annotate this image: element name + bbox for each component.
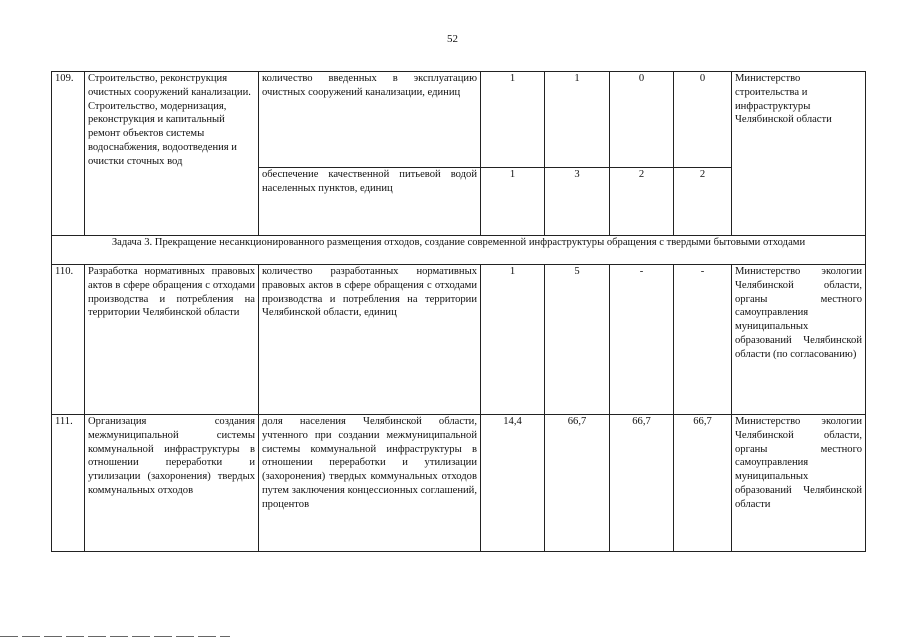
value-cell: -: [610, 265, 674, 415]
value-cell: 5: [545, 265, 610, 415]
value-cell: 1: [481, 72, 545, 168]
row-number: 110.: [52, 265, 85, 415]
value-cell: 2: [610, 168, 674, 236]
value-cell: 1: [545, 72, 610, 168]
row-number: 111.: [52, 415, 85, 552]
indicator-cell: обеспечение качественной питьевой водой населенных пунктов, единиц: [259, 168, 481, 236]
value-cell: 2: [674, 168, 732, 236]
indicator-cell: количество разработанных нормативных правовых актов в сфере обращения с отходами производства и потребления на территории Челябинской области, единиц: [259, 265, 481, 415]
table-row: [52, 72, 866, 168]
task-heading: Задача 3. Прекращение несанкционированного размещения отходов, создание современной инфраструктуры обращения с твердыми бытовыми отходами: [52, 236, 866, 265]
value-cell: -: [674, 265, 732, 415]
activity-cell: Организация создания межмуниципальной системы коммунальной инфраструктуры в отношении переработки и утилизации (захоронения) твердых коммунальных отходов: [85, 415, 259, 552]
responsible-cell: Министерство строительства и инфраструктуры Челябинской области: [732, 72, 866, 236]
value-cell: 66,7: [610, 415, 674, 552]
value-cell: 0: [610, 72, 674, 168]
task-row: [52, 236, 866, 265]
value-cell: 66,7: [674, 415, 732, 552]
page-footer-rule: [0, 636, 230, 637]
activity-cell: Разработка нормативных правовых актов в сфере обращения с отходами производства и потребления на территории Челябинской области: [85, 265, 259, 415]
indicator-cell: количество введенных в эксплуатацию очистных сооружений канализации, единиц: [259, 72, 481, 168]
program-table: [51, 71, 866, 552]
page-number: 52: [447, 33, 458, 45]
row-number: 109.: [52, 72, 85, 236]
value-cell: 1: [481, 168, 545, 236]
responsible-cell: Министерство экологии Челябинской области, органы местного самоуправления муниципальных образований Челябинской области (по согласованию): [732, 265, 866, 415]
responsible-cell: Министерство экологии Челябинской области, органы местного самоуправления муниципальных образований Челябинской области: [732, 415, 866, 552]
value-cell: 14,4: [481, 415, 545, 552]
value-cell: 1: [481, 265, 545, 415]
table-row: [52, 415, 866, 552]
value-cell: 0: [674, 72, 732, 168]
activity-cell: Строительство, реконструкция очистных сооружений канализации. Строительство, модернизация, реконструкция и капитальный ремонт объектов системы водоснабжения, водоотведения и очистки сточных вод: [85, 72, 259, 236]
value-cell: 66,7: [545, 415, 610, 552]
value-cell: 3: [545, 168, 610, 236]
indicator-cell: доля населения Челябинской области, учтенного при создании межмуниципальной системы коммунальной инфраструктуры в отношении переработки и утилизации (захоронения) твердых коммунальных отходов путем заключения концессионных соглашений, процентов: [259, 415, 481, 552]
table-row: [52, 265, 866, 415]
